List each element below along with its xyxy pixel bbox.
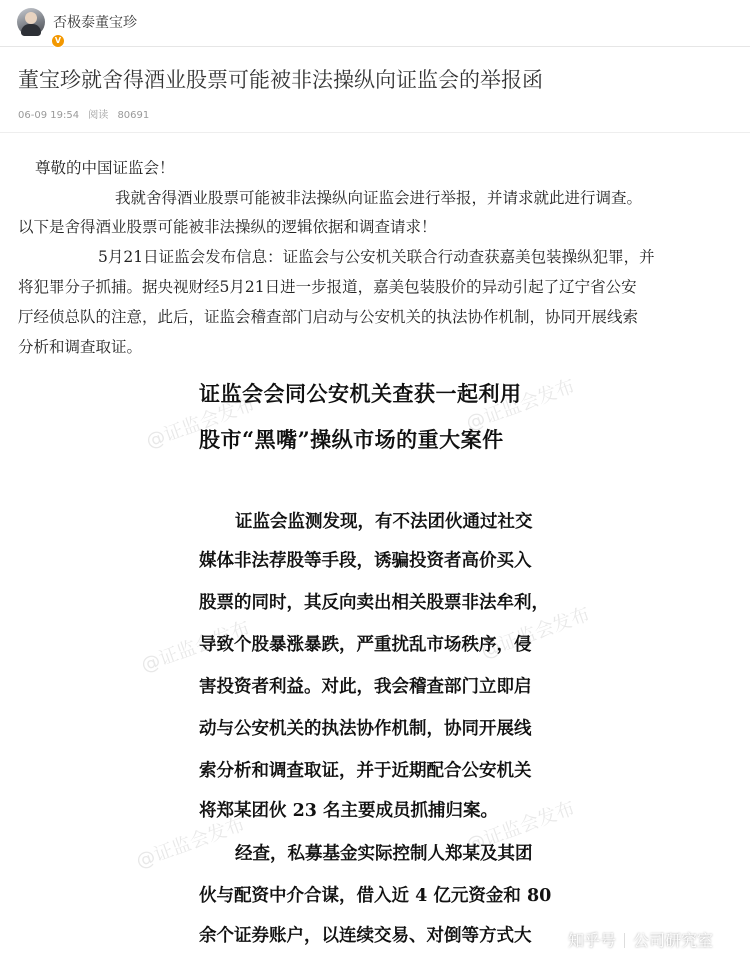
notice-body-line: 害投资者利益。对此，我会稽查部门立即启 [199, 677, 532, 697]
notice-body-line: 将郑某团伙 23 名主要成员抓捕归案。 [199, 801, 499, 821]
author-avatar[interactable] [17, 8, 62, 45]
read-label: 阅读 [88, 110, 109, 121]
watermark: @证监会发布 [478, 603, 593, 663]
notice-title-line: 证监会会同公安机关查获一起利用 [199, 381, 522, 406]
paragraph-line: 厅经侦总队的注意，此后，证监会稽查部门启动与公安机关的执法协作机制，协同开展线索 [18, 308, 639, 326]
paragraph-line: 我就舍得酒业股票可能被非法操纵向证监会进行举报，并请求就此进行调查。 [115, 189, 643, 207]
notice-body-line: 索分析和调查取证，并于近期配合公安机关 [199, 761, 532, 781]
notice-body-line: 股票的同时，其反向卖出相关股票非法牟利， [199, 593, 549, 613]
article-title: 董宝珍就舍得酒业股票可能被非法操纵向证监会的举报函 [18, 68, 543, 92]
verified-badge-icon: V [51, 34, 65, 48]
paragraph-line: 将犯罪分子抓捕。据央视财经5月21日进一步报道，嘉美包装股价的异动引起了辽宁省公安 [18, 278, 637, 296]
source-site: 知乎号 [568, 931, 617, 950]
publish-date: 06-09 19:54 [18, 110, 80, 121]
notice-body-line: 证监会监测发现，有不法团伙通过社交 [235, 512, 533, 532]
paragraph-salutation: 尊敬的中国证监会！ [35, 159, 175, 177]
paragraph-line: 5月21日证监会发布信息：证监会与公安机关联合行动查获嘉美包装操纵犯罪，并 [98, 248, 655, 266]
watermark: @证监会发布 [463, 797, 578, 857]
watermark: @证监会发布 [463, 375, 578, 435]
notice-body-line: 媒体非法荐股等手段，诱骗投资者高价买入 [199, 551, 532, 571]
watermark: @证监会发布 [133, 813, 248, 873]
author-name[interactable]: 否极泰董宝珍 [53, 15, 137, 31]
notice-body-line: 经查，私募基金实际控制人郑某及其团 [235, 844, 533, 864]
header [0, 0, 750, 47]
avatar-head-shape [25, 12, 37, 24]
source-watermark [568, 928, 713, 951]
notice-body-line: 伙与配资中介合谋，借入近 4 亿元资金和 80 [199, 886, 552, 906]
notice-title-line: 股市“黑嘴”操纵市场的重大案件 [199, 427, 504, 452]
source-account: 公司研究室 [633, 931, 714, 950]
watermark: @证监会发布 [143, 393, 258, 453]
notice-body-line: 动与公安机关的执法协作机制，协同开展线 [199, 719, 532, 739]
watermark-separator [624, 933, 625, 948]
notice-body-line: 导致个股暴涨暴跌，严重扰乱市场秩序，侵 [199, 635, 532, 655]
paragraph-line: 以下是舍得酒业股票可能被非法操纵的逻辑依据和调查请求！ [18, 218, 437, 236]
article-meta [18, 106, 155, 121]
divider [0, 132, 750, 133]
watermark: @证监会发布 [138, 617, 253, 677]
notice-body-line: 余个证券账户，以连续交易、对倒等方式大 [199, 926, 532, 946]
avatar-body-shape [21, 24, 41, 36]
paragraph-line: 分析和调查取证。 [18, 338, 143, 356]
read-count: 80691 [117, 110, 150, 121]
